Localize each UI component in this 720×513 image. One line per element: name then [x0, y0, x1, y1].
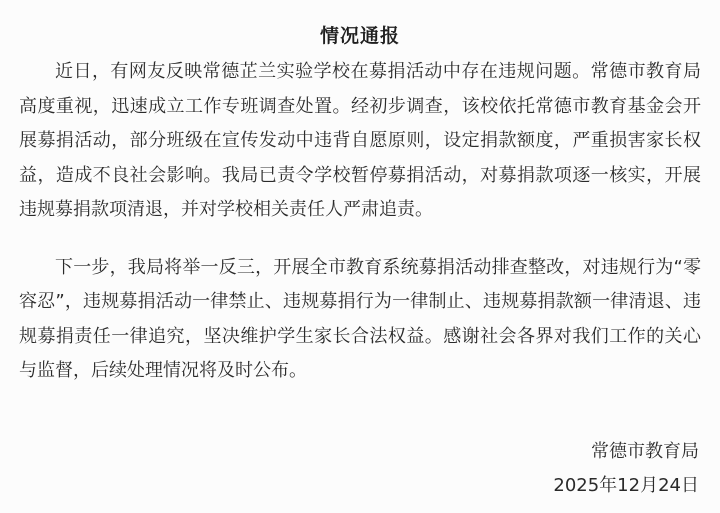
signature-block [19, 435, 701, 504]
notice-title: 情况通报 [319, 25, 400, 47]
issue-date: 2025年12月24日 [553, 475, 699, 496]
issuer-signature: 常德市教育局 [591, 440, 699, 462]
notice-paragraph-2: 下一步，我局将举一反三，开展全市教育系统募捐活动排查整改，对违规行为“零容忍”，违规募捐活动一律禁止、违规募捐行为一律制止、违规募捐款额一律清退、违规募捐责任一律追究，坚决维护学生家长合法权益。感谢社会各界对我们工作的关心与监督，后续处理情况将及时公布。 [19, 256, 701, 381]
notice-paragraph-1: 近日，有网友反映常德芷兰实验学校在募捐活动中存在违规问题。常德市教育局高度重视，迅速成立工作专班调查处置。经初步调查，该校依托常德市教育基金会开展募捐活动，部分班级在宣传发动中违背自愿原则，设定捐款额度，严重损害家长权益，造成不良社会影响。我局已责令学校暂停募捐活动，对募捐款项逐一核实，开展违规募捐款项清退，并对学校相关责任人严肃追责。 [19, 61, 701, 220]
